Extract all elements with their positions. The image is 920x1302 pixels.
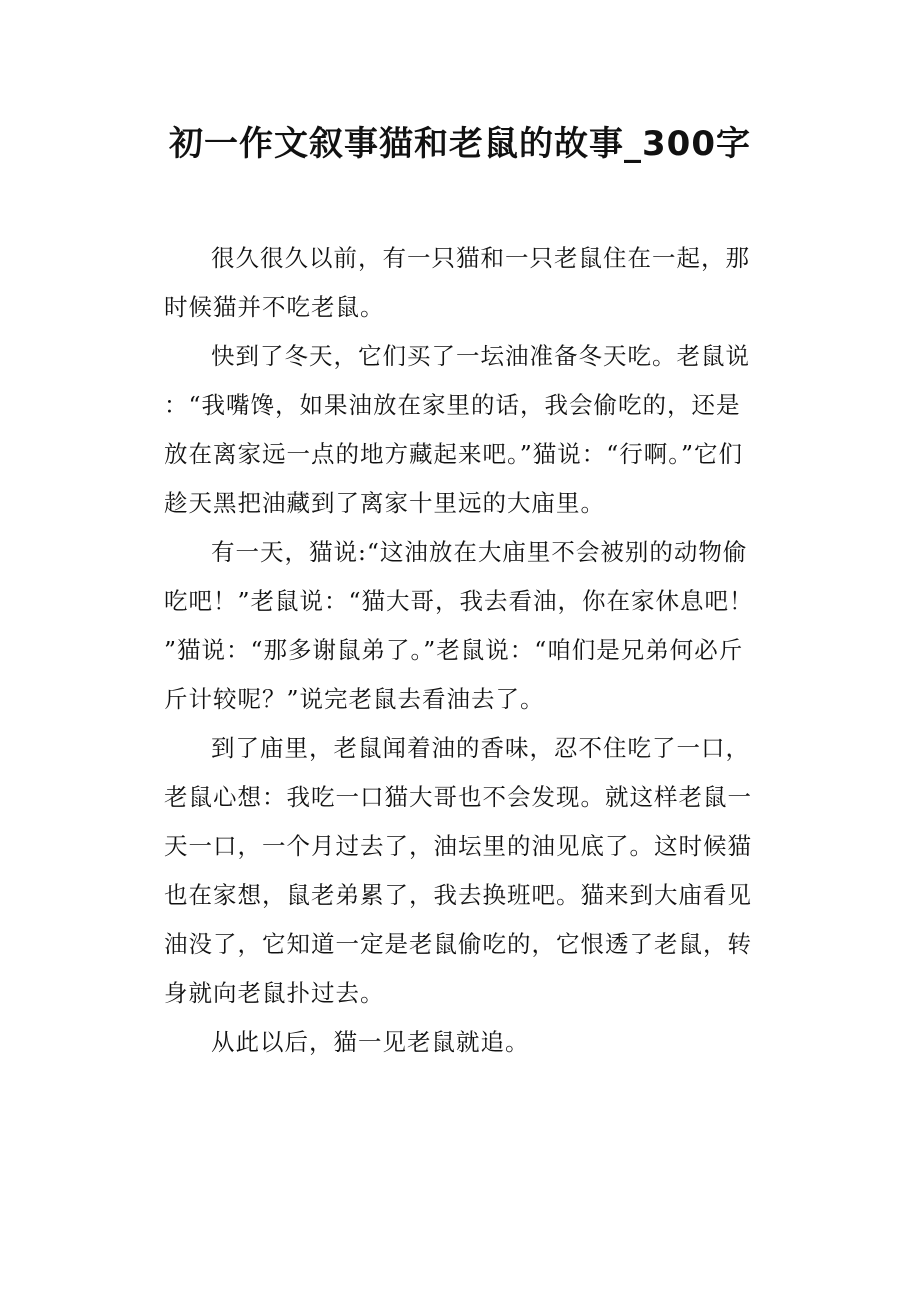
article-body [164, 234, 764, 1067]
paragraph: 到了庙里，老鼠闻着油的香味，忍不住吃了一口，老鼠心想：我吃一口猫大哥也不会发现。就这样老鼠一天一口，一个月过去了，油坛里的油见底了。这时候猫也在家想，鼠老弟累了，我去换班吧。猫来到大庙看见油没了，它知道一定是老鼠偷吃的，它恨透了老鼠，转身就向老鼠扑过去。 [164, 734, 752, 1007]
page-title: 初一作文叙事猫和老鼠的故事_300字 [169, 124, 751, 164]
paragraph: 快到了冬天，它们买了一坛油准备冬天吃。老鼠说：“我嘴馋，如果油放在家里的话，我会偷吃的，还是放在离家远一点的地方藏起来吧。”猫说：“行啊。”它们趁天黑把油藏到了离家十里远的大庙里。 [164, 342, 750, 517]
paragraph: 有一天，猫说:“这油放在大庙里不会被别的动物偷吃吧！”老鼠说：“猫大哥，我去看油，你在家休息吧！”猫说：“那多谢鼠弟了。”老鼠说：“咱们是兄弟何必斤斤计较呢？”说完老鼠去看油去了。 [164, 538, 754, 713]
paragraph: 从此以后，猫一见老鼠就追。 [211, 1028, 530, 1056]
paragraph: 很久很久以前，有一只猫和一只老鼠住在一起，那时候猫并不吃老鼠。 [164, 244, 750, 321]
